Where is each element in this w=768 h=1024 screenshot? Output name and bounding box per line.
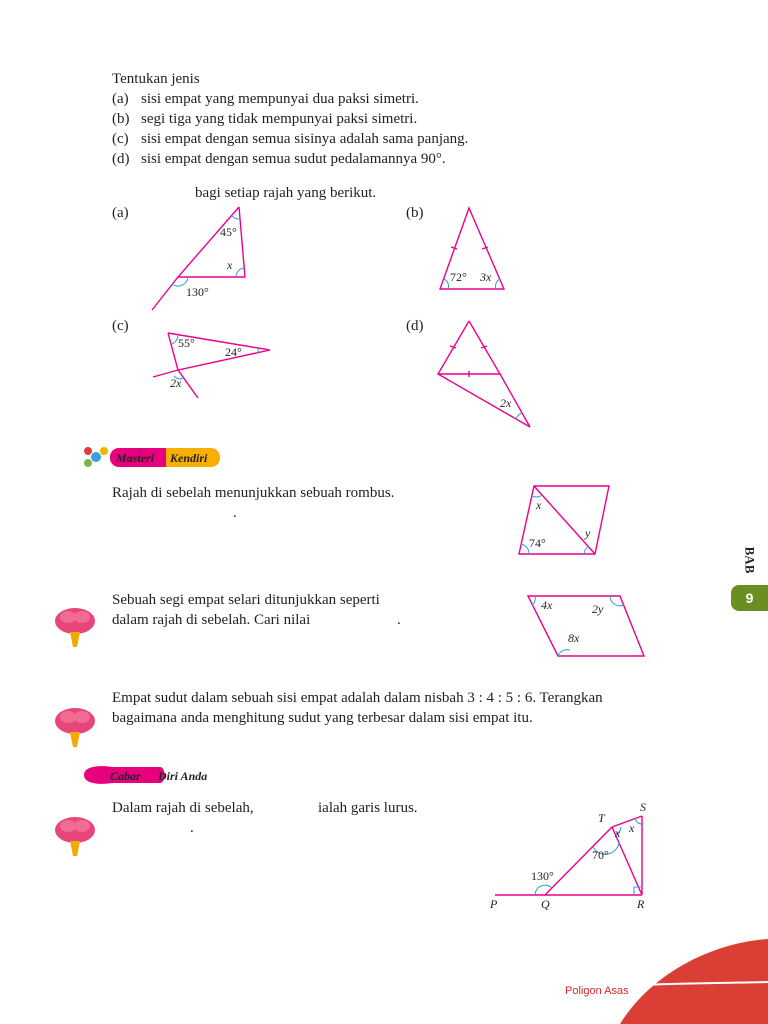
q1-item-c-text: sisi empat dengan semua sisinya adalah sama panjang. bbox=[141, 131, 469, 147]
q2-fig-c-label: (c) bbox=[112, 318, 129, 334]
var-x-T: x bbox=[615, 826, 621, 840]
fig-c-angle-55: 55° bbox=[178, 336, 195, 350]
fig-a-angle-130: 130° bbox=[186, 285, 209, 299]
fig-c-var-2x: 2x bbox=[170, 376, 182, 390]
figure-a-triangle bbox=[140, 200, 260, 315]
q1-item-d-label: (d) bbox=[112, 151, 130, 167]
cabar-label: Cabar bbox=[110, 769, 141, 783]
figure-rhombus bbox=[512, 480, 617, 560]
q5-line2: bagaimana anda menghitung sudut yang terbesar dalam sisi empat itu. bbox=[112, 710, 533, 726]
figure-c-triangle bbox=[150, 325, 275, 405]
figure-parallelogram bbox=[522, 590, 650, 662]
puzzle-icon bbox=[84, 447, 92, 455]
masteri-kendiri-banner bbox=[80, 443, 225, 471]
q4-line2-end: . bbox=[397, 612, 401, 628]
q3-text2: . bbox=[233, 505, 237, 521]
q1-item-b-label: (b) bbox=[112, 111, 130, 127]
q2-fig-a-label: (a) bbox=[112, 205, 129, 221]
bab-side-label: BAB bbox=[742, 546, 758, 574]
fig-a-var-x: x bbox=[227, 258, 233, 272]
masteri-label: Masteri bbox=[116, 451, 155, 465]
fig-d-var-2x: 2x bbox=[500, 396, 512, 410]
rhombus-var-x: x bbox=[536, 498, 542, 512]
q2-text: bagi setiap rajah yang berikut. bbox=[195, 185, 377, 201]
brain-icon bbox=[52, 812, 98, 867]
footer-swoosh bbox=[580, 935, 768, 1024]
diri-anda-label: Diri Anda bbox=[158, 769, 208, 783]
q2-fig-b-label: (b) bbox=[406, 205, 424, 221]
var-x-S: x bbox=[629, 821, 635, 835]
fig-c-angle-24: 24° bbox=[225, 345, 242, 359]
figure-d-triangle bbox=[430, 315, 535, 435]
figure-b-triangle bbox=[430, 200, 520, 295]
angle-130: 130° bbox=[531, 869, 554, 883]
parallelogram-2y: 2y bbox=[592, 602, 604, 616]
q1-intro: Tentukan jenis bbox=[112, 71, 200, 87]
q4-line2: dalam rajah di sebelah. Cari nilai bbox=[112, 612, 311, 628]
point-T: T bbox=[598, 811, 605, 825]
point-R: R bbox=[637, 897, 645, 911]
figure-q6-triangles bbox=[485, 798, 655, 916]
q1-item-d-text: sisi empat dengan semua sudut pedalamannya 90°. bbox=[141, 151, 446, 167]
q1-item-a-text: sisi empat yang mempunyai dua paksi simetri. bbox=[141, 91, 419, 107]
point-Q: Q bbox=[541, 897, 550, 911]
q2-fig-d-label: (d) bbox=[406, 318, 424, 334]
fig-b-angle-72: 72° bbox=[450, 270, 467, 284]
parallelogram-4x: 4x bbox=[541, 598, 553, 612]
q4-line1: Sebuah segi empat selari ditunjukkan seperti bbox=[112, 592, 380, 608]
point-P: P bbox=[490, 897, 498, 911]
q1-item-a-label: (a) bbox=[112, 91, 129, 107]
rhombus-angle-74: 74° bbox=[529, 536, 546, 550]
parallelogram-8x: 8x bbox=[568, 631, 580, 645]
q5-line1: Empat sudut dalam sebuah sisi empat adalah dalam nisbah 3 : 4 : 5 : 6. Terangkan bbox=[112, 690, 603, 706]
q6-text2: . bbox=[190, 820, 194, 836]
fig-b-var-3x: 3x bbox=[480, 270, 492, 284]
q1-item-b-text: segi tiga yang tidak mempunyai paksi simetri. bbox=[141, 111, 418, 127]
kendiri-label: Kendiri bbox=[170, 451, 208, 465]
cabar-diri-anda-banner bbox=[80, 762, 230, 788]
q6-text: Dalam rajah di sebelah, bbox=[112, 800, 254, 816]
chapter-number-tab: 9 bbox=[731, 585, 768, 611]
rhombus-var-y: y bbox=[585, 526, 591, 540]
footer-title: Poligon Asas bbox=[565, 985, 629, 997]
q6-text-b: ialah garis lurus. bbox=[318, 800, 418, 816]
brain-icon bbox=[52, 603, 98, 658]
brain-icon bbox=[52, 703, 98, 758]
angle-70: 70° bbox=[592, 848, 609, 862]
fig-a-angle-45: 45° bbox=[220, 225, 237, 239]
point-S: S bbox=[640, 800, 646, 814]
q3-text: Rajah di sebelah menunjukkan sebuah rombus. bbox=[112, 485, 395, 501]
q1-item-c-label: (c) bbox=[112, 131, 129, 147]
